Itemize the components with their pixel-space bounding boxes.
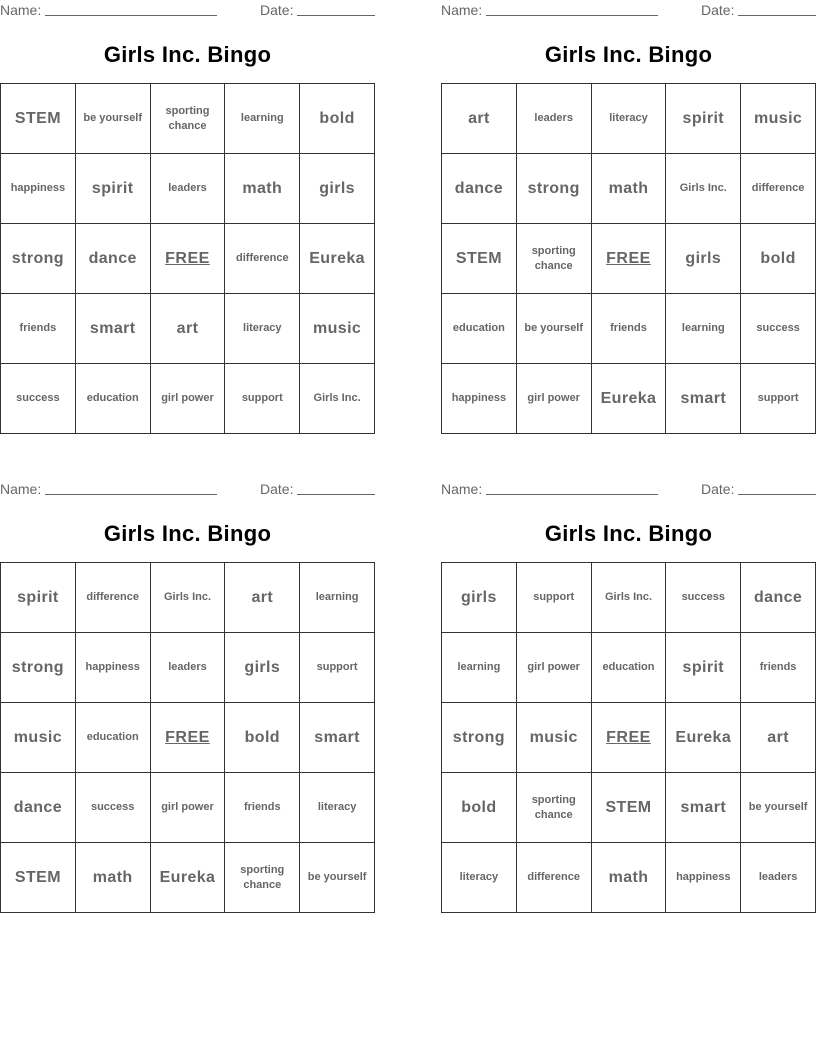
- name-date-row: [0, 479, 375, 499]
- name-field-line: [45, 494, 217, 495]
- bingo-cell: music: [300, 294, 375, 364]
- bingo-cell: girls: [225, 633, 300, 703]
- bingo-cell: happiness: [1, 154, 76, 224]
- bingo-cell: smart: [300, 703, 375, 773]
- bingo-cell: art: [225, 563, 300, 633]
- date-field-line: [738, 15, 816, 16]
- bingo-cell: support: [300, 633, 375, 703]
- bingo-cell: music: [517, 703, 592, 773]
- bingo-cell: girl power: [151, 364, 226, 434]
- bingo-cell: happiness: [76, 633, 151, 703]
- bingo-cell: spirit: [76, 154, 151, 224]
- bingo-cell: difference: [225, 224, 300, 294]
- bingo-cell: friends: [225, 773, 300, 843]
- bingo-cell: spirit: [666, 633, 741, 703]
- bingo-cell: learning: [442, 633, 517, 703]
- bingo-cell: be yourself: [76, 84, 151, 154]
- bingo-cell: art: [741, 703, 816, 773]
- bingo-cell: success: [666, 563, 741, 633]
- date-label: Date:: [260, 2, 294, 18]
- free-space-cell: FREE: [151, 224, 226, 294]
- bingo-cell: bold: [442, 773, 517, 843]
- bingo-grid: [0, 83, 375, 434]
- bingo-cell: education: [76, 364, 151, 434]
- bingo-cell: strong: [517, 154, 592, 224]
- bingo-cell: literacy: [225, 294, 300, 364]
- bingo-cell: sporting chance: [225, 843, 300, 913]
- bingo-cell: literacy: [300, 773, 375, 843]
- date-field-line: [297, 15, 375, 16]
- bingo-cell: learning: [300, 563, 375, 633]
- date-label: Date:: [701, 2, 735, 18]
- bingo-cell: math: [225, 154, 300, 224]
- bingo-cell: education: [592, 633, 667, 703]
- bingo-cell: learning: [666, 294, 741, 364]
- bingo-grid: [441, 562, 816, 913]
- bingo-cell: smart: [666, 364, 741, 434]
- bingo-cell: Girls Inc.: [151, 563, 226, 633]
- bingo-grid: [441, 83, 816, 434]
- bingo-cell: music: [1, 703, 76, 773]
- card-title: Girls Inc. Bingo: [103, 42, 272, 67]
- bingo-cell: leaders: [151, 154, 226, 224]
- date-field-line: [738, 494, 816, 495]
- free-space-cell: FREE: [151, 703, 226, 773]
- card-title: Girls Inc. Bingo: [103, 521, 272, 546]
- bingo-cell: girl power: [151, 773, 226, 843]
- bingo-cell: be yourself: [741, 773, 816, 843]
- bingo-cell: literacy: [592, 84, 667, 154]
- name-label: Name:: [441, 2, 483, 18]
- name-date-row: [441, 0, 816, 20]
- bingo-cell: girls: [666, 224, 741, 294]
- bingo-cell: be yourself: [300, 843, 375, 913]
- name-label: Name:: [0, 481, 42, 497]
- bingo-cell: math: [592, 154, 667, 224]
- bingo-cell: music: [741, 84, 816, 154]
- bingo-cell: friends: [592, 294, 667, 364]
- bingo-cell: strong: [1, 224, 76, 294]
- bingo-cell: difference: [517, 843, 592, 913]
- bingo-cell: support: [517, 563, 592, 633]
- bingo-cell: Girls Inc.: [592, 563, 667, 633]
- bingo-cell: art: [442, 84, 517, 154]
- bingo-cell: Eureka: [151, 843, 226, 913]
- name-field-line: [45, 15, 217, 16]
- bingo-cell: STEM: [1, 843, 76, 913]
- bingo-cell: girls: [442, 563, 517, 633]
- bingo-cell: leaders: [741, 843, 816, 913]
- bingo-cell: strong: [1, 633, 76, 703]
- bingo-cell: STEM: [592, 773, 667, 843]
- bingo-grid: [0, 562, 375, 913]
- bingo-cell: girls: [300, 154, 375, 224]
- bingo-cell: dance: [741, 563, 816, 633]
- bingo-cell: STEM: [442, 224, 517, 294]
- bingo-cell: success: [741, 294, 816, 364]
- name-label: Name:: [0, 2, 42, 18]
- bingo-cell: Girls Inc.: [300, 364, 375, 434]
- bingo-cell: difference: [76, 563, 151, 633]
- bingo-cell: sporting chance: [517, 224, 592, 294]
- bingo-cell: Eureka: [300, 224, 375, 294]
- bingo-cell: education: [442, 294, 517, 364]
- name-label: Name:: [441, 481, 483, 497]
- bingo-cell: support: [741, 364, 816, 434]
- bingo-cell: friends: [1, 294, 76, 364]
- bingo-cell: girl power: [517, 633, 592, 703]
- bingo-cell: Eureka: [592, 364, 667, 434]
- bingo-cell: be yourself: [517, 294, 592, 364]
- date-field-line: [297, 494, 375, 495]
- bingo-cell: sporting chance: [517, 773, 592, 843]
- date-label: Date:: [260, 481, 294, 497]
- bingo-cell: leaders: [517, 84, 592, 154]
- bingo-cell: literacy: [442, 843, 517, 913]
- bingo-cell: difference: [741, 154, 816, 224]
- bingo-cell: leaders: [151, 633, 226, 703]
- free-space-cell: FREE: [592, 224, 667, 294]
- bingo-cell: spirit: [1, 563, 76, 633]
- bingo-cell: math: [592, 843, 667, 913]
- bingo-cell: happiness: [666, 843, 741, 913]
- bingo-cell: dance: [1, 773, 76, 843]
- bingo-cell: girl power: [517, 364, 592, 434]
- bingo-cell: dance: [76, 224, 151, 294]
- card-title: Girls Inc. Bingo: [544, 42, 713, 67]
- bingo-cell: sporting chance: [151, 84, 226, 154]
- bingo-cell: smart: [76, 294, 151, 364]
- bingo-cell: success: [76, 773, 151, 843]
- bingo-cell: learning: [225, 84, 300, 154]
- bingo-cell: education: [76, 703, 151, 773]
- bingo-cell: STEM: [1, 84, 76, 154]
- bingo-cell: spirit: [666, 84, 741, 154]
- name-date-row: [441, 479, 816, 499]
- bingo-cell: support: [225, 364, 300, 434]
- bingo-cell: success: [1, 364, 76, 434]
- bingo-cell: friends: [741, 633, 816, 703]
- bingo-cell: dance: [442, 154, 517, 224]
- bingo-cell: smart: [666, 773, 741, 843]
- name-field-line: [486, 494, 658, 495]
- free-space-cell: FREE: [592, 703, 667, 773]
- name-date-row: [0, 0, 375, 20]
- bingo-cell: Girls Inc.: [666, 154, 741, 224]
- bingo-cell: strong: [442, 703, 517, 773]
- bingo-cell: happiness: [442, 364, 517, 434]
- bingo-cell: bold: [741, 224, 816, 294]
- bingo-cell: bold: [300, 84, 375, 154]
- name-field-line: [486, 15, 658, 16]
- bingo-cell: math: [76, 843, 151, 913]
- card-title: Girls Inc. Bingo: [544, 521, 713, 546]
- bingo-cell: bold: [225, 703, 300, 773]
- date-label: Date:: [701, 481, 735, 497]
- bingo-cell: art: [151, 294, 226, 364]
- bingo-cell: Eureka: [666, 703, 741, 773]
